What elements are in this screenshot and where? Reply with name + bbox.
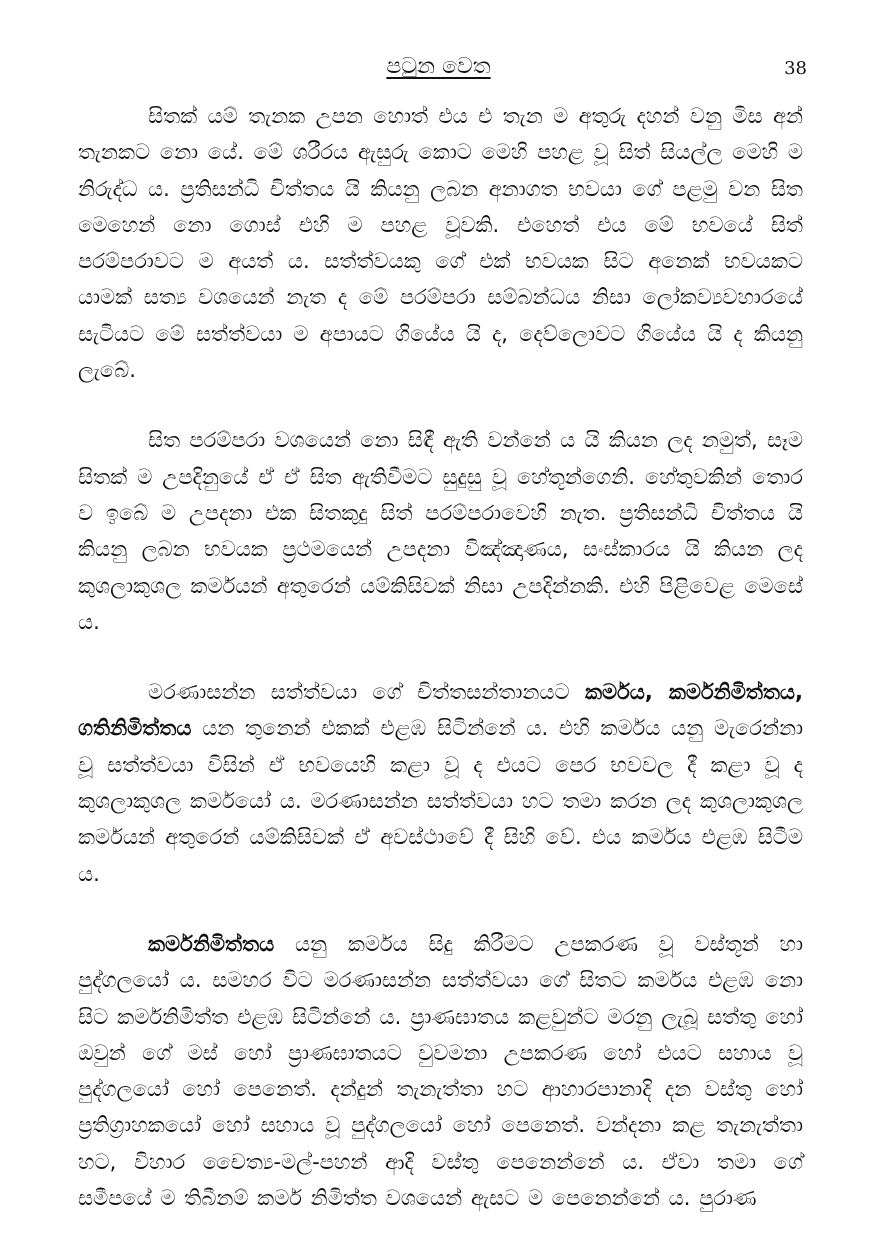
- paragraph-2: සිත පරම්පරා වශයෙන් නො සිඳී ඇති වන්නේ ය යි කියන ලද නමුත්, සෑම සිතක් ම උපදිනුයේ ඒ ඒ සිත ඇතිවීමට සුදුසු වූ හේතූන්ගෙනි. හේතුවකින් තොර ව ඉබේ ම උපදනා එක සිතකුදු සිත් පරම්පරාවෙහි නැත. ප්‍රතිසන්ධි චිත්තය යි කියනු ලබන භවයක ප්‍රථමයෙන් උපදනා විඤ්ඤාණය, සංස්කාරය යි කියන ලද කුශලාකුශල කර්මයන් අතුරෙන් යම්කිසිවක් නිසා උපදින්නකි. එහි පිළිවෙළ මෙසේ ය.: [78, 428, 803, 634]
- paragraph-3-text-b: යන තුනෙන් එකක් එළඹ සිටින්නේ ය. එහි කර්මය යනු මැරෙන්නා වූ සත්ත්වයා විසින් ඒ භවයෙහි කළා වූ ද එයට පෙර භවවල දී කළා වූ ද කුශලාකුශල කර්මයෝ ය. මරණාසන්න සත්ත්වයා හට තමා කරන ලද කුශලාකුශල කර්මයන් අතුරෙන් යම්කිසිවක් ඒ අවස්ථාවේ දී සිහි වේ. එය කර්මය එළඹ සිටීම ය.: [78, 716, 803, 886]
- page-number: 38: [784, 58, 807, 79]
- body-text: [78, 98, 803, 1250]
- paragraph-3-text-a: මරණාසන්න සත්ත්වයා ගේ චිත්තසන්තානයට: [148, 680, 585, 705]
- paragraph-1: සිතක් යම් තැනක උපන හොත් එය එ තැන ම අතුරු දහන් වනු මිස අන් තැනකට නො යේ. මේ ශරීරය ඇසුරු කොට මෙහි පහළ වූ සිත් සියල්ල මෙහි ම නිරුද්ධ ය. ප්‍රතිසන්ධි චිත්තය යි කියනු ලබන අනාගත භවයා ගේ පළමු වන සිත මෙහෙන් නො ගොස් එහි ම පහළ වූවකි. එහෙත් එය මේ භවයේ සිත් පරම්පරාවට ම අයත් ය. සත්ත්වයකු ගේ එක් භවයක සිට අනෙක් භවයකට යාමක් සත්‍ය වශයෙන් නැත ද මේ පරම්පරා සම්බන්ධය නිසා ලෝකව්‍යවහාරයේ සැටියට මේ සත්ත්වයා ම අපායට ගියේය යි ද, දෙව්ලොවට ගියේය යි ද කියනු ලැබේ.: [78, 104, 803, 383]
- paragraph-4-text: යනු කර්මය සිදු කිරීමට උපකරණ වූ වස්තූන් හා පුද්ගලයෝ ය. සමහර විට මරණාසන්න සත්ත්වයා ගේ සිතට කර්මය එළඹ නො සිට කර්මනිමිත්ත එළඹ සිටින්නේ ය. ප්‍රාණඝාතය කළවුන්ට මරනු ලැබූ සත්තු හෝ ඔවුන් ගේ මස් හෝ ප්‍රාණඝාතයට වුවමනා උපකරණ හෝ එයට සහාය වූ පුද්ගලයෝ හෝ පෙනෙත්. දන්දුන් තැනැත්තා හට ආහාරපානාදි දන වස්තු හෝ ප්‍රතිග්‍රාහකයෝ හෝ සහාය වූ පුද්ගලයෝ හෝ පෙනෙත්. වන්දනා කළ තැනැත්තා හට, විහාර චෛත්‍ය-මල්-පහන් ආදි වස්තු පෙනෙන්නේ ය. ඒවා තමා ගේ සමීපයේ ම තිබීනම් කර්ම නිමිත්ත වශයෙන් ඇසට ම පෙනෙන්නේ ය. පුරාණ: [78, 931, 803, 1211]
- paragraph-4-bold-term: කර්මනිමිත්තය: [148, 931, 275, 956]
- paragraph-3-bold-terms: කර්මය, කර්මනිමිත්තය, ගතිනිමිත්තය: [78, 680, 804, 741]
- paragraph-4: [78, 926, 803, 1216]
- header-link-title[interactable]: පටුන වෙත: [386, 54, 491, 79]
- paragraph-3: [78, 674, 803, 892]
- page-header: [0, 48, 877, 88]
